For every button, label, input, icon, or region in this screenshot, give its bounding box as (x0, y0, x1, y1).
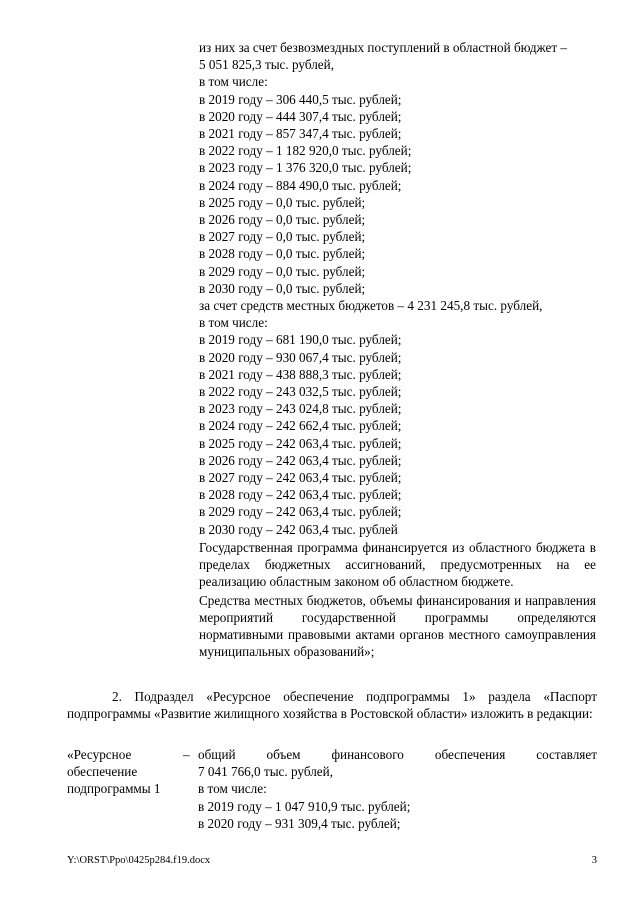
section-2-text: 2. Подраздел «Ресурсное обеспечение подпрограммы 1» раздела «Паспорт подпрограммы «Развитие жилищного хозяйства в Ростовской области» изложить в редакции: (67, 689, 597, 722)
resource-word: финансового (331, 747, 404, 762)
resource-line: 7 041 766,0 тыс. рублей, (198, 764, 334, 780)
funding-line: в том числе: (199, 315, 268, 331)
funding-line: в 2024 году – 884 490,0 тыс. рублей; (199, 177, 402, 193)
funding-line: в 2022 году – 243 032,5 тыс. рублей; (199, 384, 402, 400)
funding-line: в 2020 году – 930 067,4 тыс. рублей; (199, 349, 402, 365)
funding-line: в 2030 году – 0,0 тыс. рублей; (199, 280, 366, 296)
resource-first-line (198, 746, 597, 763)
funding-line: за счет средств местных бюджетов – 4 231 245,8 тыс. рублей, (199, 298, 543, 314)
resource-word: составляет (536, 747, 597, 762)
funding-line: в 2024 году – 242 662,4 тыс. рублей; (199, 418, 402, 434)
resource-word: объем (266, 747, 301, 762)
resource-line: в 2020 году – 931 309,4 тыс. рублей; (198, 815, 401, 831)
funding-paragraph-1: Государственная программа финансируется из областного бюджета в пределах бюджетных ассигнований, предусмотренных на ее реализацию областным законом об областном бюджете. (199, 539, 596, 590)
funding-line: в 2029 году – 0,0 тыс. рублей; (199, 263, 366, 279)
funding-lines (199, 39, 596, 538)
funding-line: в 2028 году – 0,0 тыс. рублей; (199, 246, 366, 262)
funding-line: в 2021 году – 857 347,4 тыс. рублей; (199, 126, 402, 142)
funding-line: в 2022 году – 1 182 920,0 тыс. рублей; (199, 143, 412, 159)
funding-line: в 2023 году – 243 024,8 тыс. рублей; (199, 401, 402, 417)
funding-line: в 2023 году – 1 376 320,0 тыс. рублей; (199, 160, 412, 176)
resource-line: в том числе: (198, 781, 267, 797)
funding-line: в 2029 году – 242 063,4 тыс. рублей; (199, 504, 402, 520)
page-footer (67, 852, 597, 869)
funding-paragraph-2: Средства местных бюджетов, объемы финансирования и направления мероприятий государственной программы определяются нормативными правовыми актами органов местного самоуправления муниципальных образований»; (199, 592, 596, 660)
resource-label (67, 746, 182, 798)
funding-line: в 2027 году – 0,0 тыс. рублей; (199, 229, 366, 245)
funding-line: в 2028 году – 242 063,4 тыс. рублей; (199, 487, 402, 503)
section-2-paragraph (67, 688, 597, 722)
funding-line: в 2019 году – 306 440,5 тыс. рублей; (199, 91, 402, 107)
funding-line: в 2030 году – 242 063,4 тыс. рублей (199, 521, 398, 537)
resource-dash: – (183, 747, 190, 762)
resource-body (198, 746, 597, 832)
funding-line: в 2027 году – 242 063,4 тыс. рублей; (199, 470, 402, 486)
funding-line: в 2025 году – 242 063,4 тыс. рублей; (199, 435, 402, 451)
resource-line: в 2019 году – 1 047 910,9 тыс. рублей; (198, 798, 411, 814)
funding-line: в 2019 году – 681 190,0 тыс. рублей; (199, 332, 402, 348)
funding-line: в 2026 году – 242 063,4 тыс. рублей; (199, 452, 402, 468)
funding-line: из них за счет безвозмездных поступлений в областной бюджет – (199, 40, 567, 55)
funding-line: в 2021 году – 438 888,3 тыс. рублей; (199, 366, 402, 382)
funding-block (199, 39, 596, 660)
footer-file-path: Y:\ORST\Ppo\0425p284.f19.docx (67, 855, 211, 866)
funding-line: в 2026 году – 0,0 тыс. рублей; (199, 212, 366, 228)
resource-word: обеспечения (434, 747, 506, 762)
page-number: 3 (591, 855, 597, 866)
resource-label-line: подпрограммы 1 (67, 781, 161, 797)
resource-label-line: «Ресурсное (67, 747, 132, 762)
funding-line: в 2020 году – 444 307,4 тыс. рублей; (199, 108, 402, 124)
funding-line: в том числе: (199, 74, 268, 90)
funding-line: в 2025 году – 0,0 тыс. рублей; (199, 194, 366, 210)
resource-word: общий (198, 747, 236, 762)
funding-line: 5 051 825,3 тыс. рублей, (199, 57, 335, 73)
resource-label-line: обеспечение (67, 764, 138, 780)
